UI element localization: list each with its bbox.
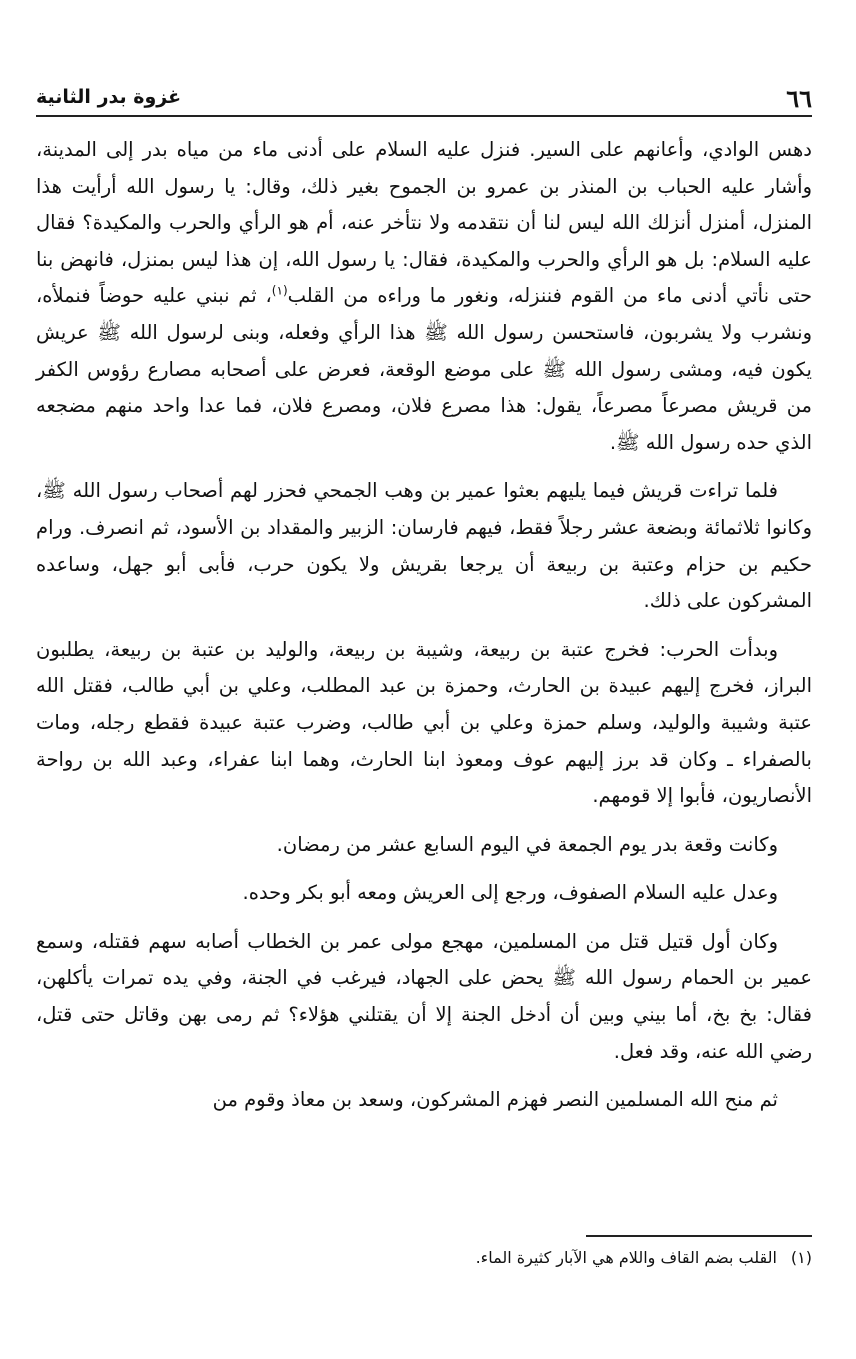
paragraph: وعدل عليه السلام الصفوف، ورجع إلى العريش ومعه أبو بكر وحده. [242,881,778,905]
paragraph-text: ، ثم نبني عليه حوضاً فنملأه، ونشرب ولا يشربون، فاستحسن رسول الله ﷺ هذا الرأي وفعله، وبنى لرسول الله ﷺ عريش يكون فيه، ومشى رسول الله ﷺ على موضع الوقعة، فعرض على أصحابه مصارع رؤوس الكفر من قريش مصرعاً مصرعاً، يقول: هذا مصرع فلان، ومصرع فلان، فما عدا واحد منهم مضجعه الذي حده رسول الله ﷺ. [36,284,812,454]
footnote-rule [586,1235,812,1237]
page-header [36,82,812,114]
footnote-text: القلب بضم القاف واللام هي الآبار كثيرة الماء. [475,1248,777,1267]
footnote-reference: (١) [271,283,288,298]
page-number: ٦٦ [786,84,812,113]
footnote [36,1244,812,1272]
paragraph [36,132,812,461]
paragraph: ثم منح الله المسلمين النصر فهزم المشركون، وسعد بن معاذ وقوم من [212,1088,778,1112]
book-page [36,82,812,1322]
header-rule [36,115,812,117]
paragraph: وكانت وقعة بدر يوم الجمعة في اليوم السابع عشر من رمضان. [276,832,778,856]
paragraph: فلما تراءت قريش فيما يليهم بعثوا عمير بن وهب الجمحي فحزر لهم أصحاب رسول الله ﷺ، وكانوا ثلاثمائة وبضعة عشر رجلاً فقط، فيهم فارسان: الزبير والمقداد بن الأسود، ثم انصرف. ورام حكيم بن حزام وعتبة بن ربيعة أن يرجعا بقريش ولا يكون حرب، فأبى أبو جهل، وساعده المشركون على ذلك. [36,479,812,613]
body-text [36,132,812,1131]
paragraph-text: دهس الوادي، وأعانهم على السير. فنزل عليه السلام على أدنى ماء من مياه بدر إلى المدينة، وأشار عليه الحباب بن المنذر بن عمرو بن الجموح بغير ذلك، وقال: يا رسول الله أرأيت هذا المنزل، أمنزل أنزلك الله ليس لنا أن نتقدمه ولا نتأخر عنه، أم هو الرأي والحرب والمكيدة؟ فقال عليه السلام: بل هو الرأي والحرب والمكيدة، فقال: يا رسول الله، إن هذا ليس بمنزل، فانهض بنا حتى نأتي أدنى ماء من القوم فننزله، ونغور ما وراءه من القلب [36,138,812,308]
paragraph: وبدأت الحرب: فخرج عتبة بن ربيعة، وشيبة بن ربيعة، والوليد بن عتبة بن ربيعة، يطلبون البراز، فخرج إليهم عبيدة بن الحارث، وحمزة بن عبد المطلب، وعلي بن أبي طالب، فقتل الله عتبة وشيبة والوليد، وسلم حمزة وعلي بن أبي طالب، وضرب عتبة عبيدة فقطع رجله، ومات بالصفراء ـ وكان قد برز إليهم عوف ومعوذ ابنا الحارث، وهما ابنا عفراء، وعبد الله بن رواحة الأنصاريون، فأبوا إلا قومهم. [36,637,812,808]
paragraph: وكان أول قتيل قتل من المسلمين، مهجع مولى عمر بن الخطاب أصابه سهم فقتله، وسمع عمير بن الحمام رسول الله ﷺ يحض على الجهاد، فيرغب في الجنة، وفي يده تمرات يأكلهن، فقال: بخ بخ، أما بيني وبين أن أدخل الجنة إلا أن يقتلني هؤلاء؟ ثم رمى بهن وقاتل حتى قتل، رضي الله عنه، وقد فعل. [36,929,812,1063]
running-title: غزوة بدر الثانية [36,86,182,108]
footnote-number: (١) [790,1248,812,1267]
